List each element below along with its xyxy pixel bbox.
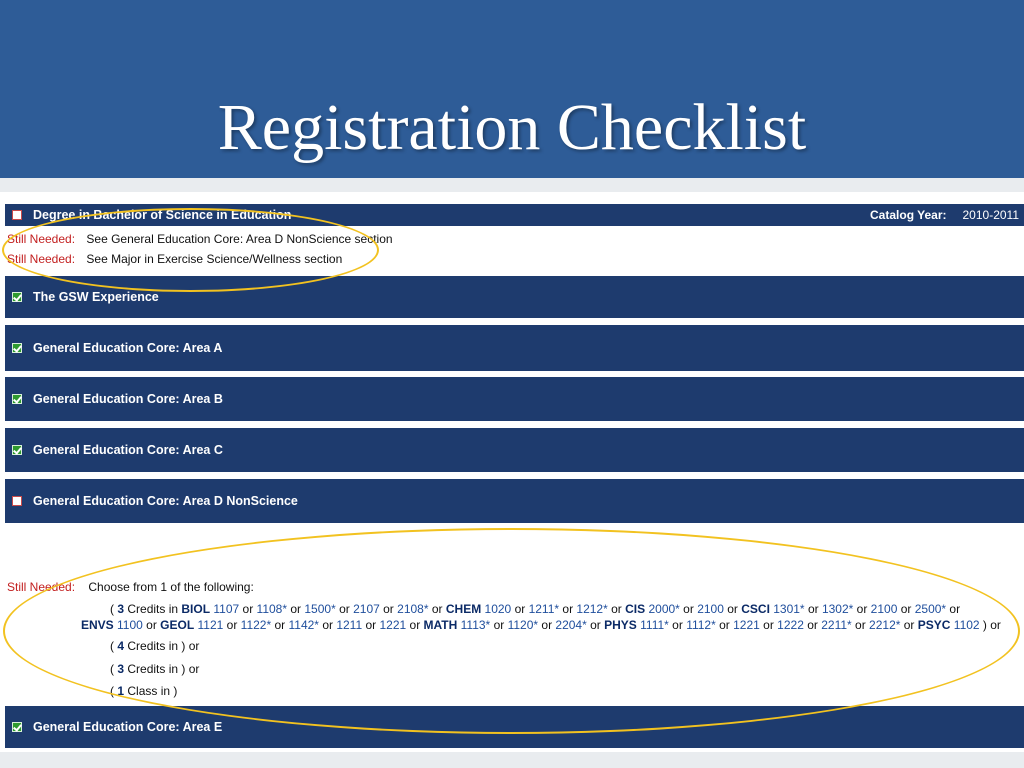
course-number-link[interactable]: 1142* — [288, 618, 319, 632]
course-text: ( — [110, 639, 118, 653]
course-number-link[interactable]: 1100 — [113, 618, 143, 632]
course-number-link[interactable]: 2108* — [397, 602, 429, 616]
area-d-requirement — [7, 580, 254, 594]
course-subject: CHEM — [445, 602, 482, 616]
course-text: ( — [110, 684, 118, 698]
section-bar-area-e[interactable] — [5, 706, 1024, 748]
course-text: or — [511, 602, 529, 616]
course-number-link[interactable]: 1120* — [507, 618, 539, 632]
area-d-instruction: Choose from 1 of the following: — [88, 580, 254, 594]
empty-box-icon — [12, 496, 22, 506]
section-bar-gsw-experience[interactable] — [5, 276, 1024, 318]
course-number-link[interactable]: 2107 — [353, 602, 380, 616]
degree-header-bar[interactable] — [5, 204, 1024, 226]
course-number-link[interactable]: 1302* — [821, 602, 854, 616]
checkmark-box-icon — [12, 292, 22, 302]
course-text: or — [287, 602, 305, 616]
still-needed-text[interactable]: See Major in Exercise Science/Wellness section — [86, 252, 343, 266]
course-text: or — [239, 602, 257, 616]
course-text: Credits in — [124, 602, 182, 616]
checkmark-box-icon — [12, 722, 22, 732]
still-needed-label: Still Needed: — [7, 252, 76, 266]
course-text: or — [335, 602, 354, 616]
course-number-link[interactable]: 1211* — [528, 602, 560, 616]
course-subject: PHYS — [604, 618, 637, 632]
course-subject: CIS — [625, 602, 646, 616]
course-text: or — [362, 618, 380, 632]
course-subject: 4 — [117, 639, 125, 653]
course-option-1-line-2 — [81, 618, 1001, 632]
course-text: Credits in ) or — [124, 639, 200, 653]
course-number-link[interactable]: 2211* — [821, 618, 852, 632]
course-subject: 3 — [117, 662, 125, 676]
course-text: or — [853, 602, 871, 616]
section-title: General Education Core: Area B — [33, 392, 223, 406]
catalog-year — [870, 204, 1019, 226]
course-text: or — [668, 618, 687, 632]
checkmark-box-icon — [12, 445, 22, 455]
course-text: or — [679, 602, 698, 616]
section-title: The GSW Experience — [33, 290, 159, 304]
course-number-link[interactable]: 2212* — [869, 618, 901, 632]
course-text: or — [723, 602, 742, 616]
course-option-3 — [110, 662, 199, 676]
course-number-link[interactable]: 2000* — [645, 602, 680, 616]
course-number-link[interactable]: 1122* — [240, 618, 272, 632]
degree-title: Degree in Bachelor of Science in Education — [33, 208, 292, 222]
course-number-link[interactable]: 1102 — [950, 618, 980, 632]
course-text: or — [586, 618, 605, 632]
course-number-link[interactable]: 1212* — [576, 602, 608, 616]
course-text: or — [223, 618, 241, 632]
course-text: or — [490, 618, 508, 632]
course-text: ) or — [979, 618, 1001, 632]
course-text: Credits in ) or — [124, 662, 200, 676]
course-text: or — [379, 602, 398, 616]
course-number-link[interactable]: 1108* — [256, 602, 288, 616]
slide-title: Registration Checklist — [217, 91, 807, 164]
course-number-link[interactable]: 1121 — [194, 618, 224, 632]
course-number-link[interactable]: 1107 — [210, 602, 240, 616]
course-number-link[interactable]: 1301* — [769, 602, 805, 616]
catalog-year-label: Catalog Year: — [870, 208, 947, 222]
still-needed-text[interactable]: See General Education Core: Area D NonScience section — [86, 232, 393, 246]
course-subject: 1 — [117, 684, 125, 698]
course-number-link[interactable]: 1222 — [777, 618, 804, 632]
course-text: or — [803, 618, 822, 632]
course-subject: 3 — [117, 602, 125, 616]
section-bar-area-b[interactable] — [5, 377, 1024, 421]
course-number-link[interactable]: 2100 — [697, 602, 724, 616]
course-text: or — [271, 618, 289, 632]
catalog-year-value: 2010-2011 — [962, 208, 1019, 222]
course-number-link[interactable]: 1221 — [379, 618, 407, 632]
course-text: or — [559, 602, 577, 616]
empty-box-icon — [12, 210, 22, 220]
course-number-link[interactable]: 1111* — [636, 618, 669, 632]
course-text: or — [900, 618, 918, 632]
course-number-link[interactable]: 1500* — [304, 602, 336, 616]
course-number-link[interactable]: 1221 — [733, 618, 760, 632]
course-text: or — [897, 602, 915, 616]
section-bar-area-c[interactable] — [5, 428, 1024, 472]
checkmark-box-icon — [12, 343, 22, 353]
course-number-link[interactable]: 1113* — [457, 618, 491, 632]
course-text: ( — [110, 662, 118, 676]
course-text: or — [406, 618, 424, 632]
course-number-link[interactable]: 2100 — [870, 602, 898, 616]
course-subject: PSYC — [917, 618, 951, 632]
course-option-1-line-1 — [110, 602, 960, 616]
course-subject: BIOL — [181, 602, 211, 616]
course-subject: CSCI — [741, 602, 770, 616]
course-subject: MATH — [423, 618, 458, 632]
course-text: or — [851, 618, 870, 632]
course-number-link[interactable]: 2204* — [555, 618, 587, 632]
section-bar-area-d-nonscience[interactable] — [5, 479, 1024, 523]
course-subject: ENVS — [81, 618, 114, 632]
course-text: Class in ) — [124, 684, 178, 698]
course-subject: GEOL — [160, 618, 195, 632]
course-number-link[interactable]: 1020 — [481, 602, 512, 616]
course-number-link[interactable]: 1211 — [336, 618, 363, 632]
course-text: or — [946, 602, 961, 616]
course-number-link[interactable]: 2500* — [914, 602, 947, 616]
degree-audit-screenshot — [0, 192, 1024, 752]
degree-need-2 — [7, 252, 342, 266]
course-number-link[interactable]: 1112* — [686, 618, 716, 632]
course-text: or — [759, 618, 778, 632]
course-text: or — [607, 602, 626, 616]
checkmark-box-icon — [12, 394, 22, 404]
course-text: or — [538, 618, 556, 632]
section-title: General Education Core: Area A — [33, 341, 223, 355]
course-text: or — [318, 618, 337, 632]
degree-need-1 — [7, 232, 393, 246]
course-text: ( — [110, 602, 118, 616]
section-bar-area-a[interactable] — [5, 325, 1024, 371]
section-title: General Education Core: Area E — [33, 720, 223, 734]
course-text: or — [428, 602, 446, 616]
still-needed-label: Still Needed: — [7, 232, 76, 246]
course-option-2 — [110, 639, 199, 653]
section-title: General Education Core: Area D NonScience — [33, 494, 298, 508]
course-text: or — [804, 602, 822, 616]
course-option-4 — [110, 684, 177, 698]
course-text: or — [142, 618, 161, 632]
still-needed-label: Still Needed: — [7, 580, 76, 594]
section-title: General Education Core: Area C — [33, 443, 223, 457]
course-text: or — [715, 618, 734, 632]
